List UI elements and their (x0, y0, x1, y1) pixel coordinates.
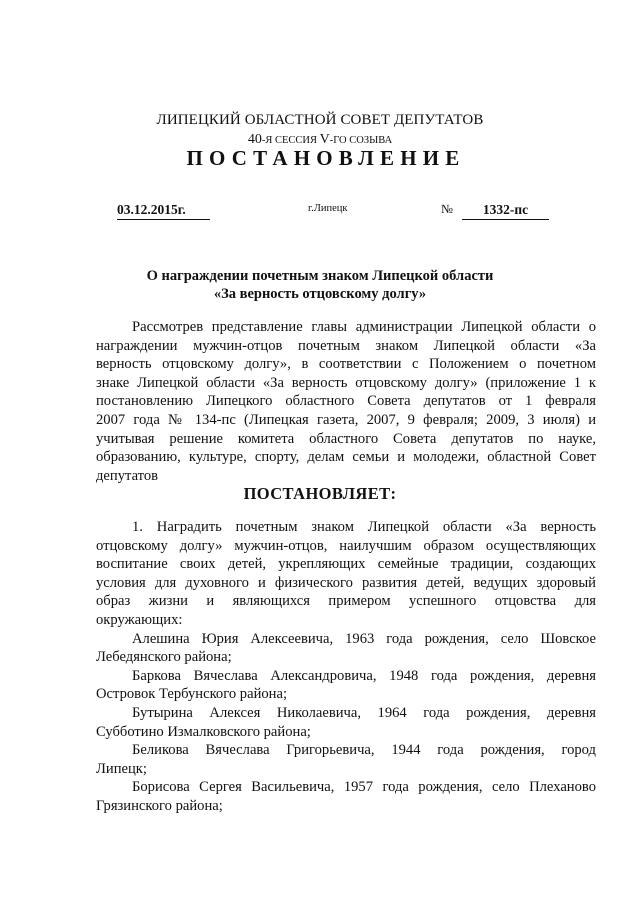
document-city: г.Липецк (308, 203, 348, 214)
decree-heading: ПОСТАНОВЛЯЕТ: (243, 484, 397, 503)
awardee-line: Грязинского района; (96, 797, 223, 814)
preamble-line: депутатов (96, 467, 159, 484)
item-1-line: 1. Наградить почетным знаком Липецкой области «За верность (132, 519, 596, 535)
subject-line-1: О награждении почетным знаком Липецкой области (146, 268, 494, 284)
item-1-line: условия для духовного и физического развития детей, ведущих здоровый (96, 574, 596, 591)
preamble-line: награждении мужчин-отцов почетным знаком Липецкой области «За (96, 337, 596, 354)
awardee-line: Липецк; (96, 760, 147, 777)
preamble-line: Рассмотрев представление главы администрации Липецкой области о (132, 319, 596, 335)
item-1-line: воспитание своих детей, укрепляющих семейные традиции, создающих (96, 556, 596, 573)
preamble-paragraph (96, 318, 596, 485)
document-date: 03.12.2015г. (117, 202, 210, 220)
preamble-line: знаке Липецкой области «За верность отцовскому долгу» (приложение 1 к (96, 374, 596, 391)
awardee-line: Беликова Вячеслава Григорьевича, 1944 года рождения, город (132, 742, 596, 759)
document-subject (0, 267, 640, 303)
item-1-line: отцовскому долгу» мужчин-отцов, наилучшим образом осуществляющих (96, 537, 596, 554)
preamble-line: образованию, культуре, спорту, делам семьи и молодежи, областной Совет (96, 449, 596, 466)
item-1-line: образ жизни и являющихся примером успешного отцовства для (96, 593, 596, 610)
awardee-line: Баркова Вячеслава Александровича, 1948 года рождения, деревня (132, 667, 596, 684)
preamble-line: учитывая решение комитета областного Совета депутатов по науке, (96, 430, 596, 447)
convocation-roman: V (319, 132, 330, 147)
awardee-line: Алешина Юрия Алексеевича, 1963 года рождения, село Шовское (132, 630, 596, 647)
session-number: 40 (247, 132, 262, 147)
preamble-line: верность отцовскому долгу», в соответствии с Положением о почетном (96, 356, 596, 373)
session-suffix: -Я СЕССИЯ (261, 135, 320, 146)
awardee-line: Бутырина Алексея Николаевича, 1964 года рождения, деревня (132, 704, 596, 721)
council-name: ЛИПЕЦКИЙ ОБЛАСТНОЙ СОВЕТ ДЕПУТАТОВ (156, 112, 484, 128)
item-1-line: окружающих: (96, 611, 183, 628)
awardee-line: Борисова Сергея Васильевича, 1957 года рождения, село Плеханово (132, 779, 596, 796)
awardee-line: Островок Тербунского района; (96, 686, 288, 703)
preamble-line: 2007 года № 134-пс (Липецкая газета, 2007, 9 февраля; 2009, 3 июля) и (96, 411, 596, 428)
convocation-suffix: -ГО СОЗЫВА (329, 135, 393, 146)
awardee-line: Субботино Измалковского района; (96, 723, 311, 740)
number-sign: № (441, 202, 453, 216)
awardee-line: Лебедянского района; (96, 649, 232, 666)
item-1-paragraph (96, 518, 596, 816)
document-type-title: ПОСТАНОВЛЕНИЕ (186, 146, 466, 170)
document-number: 1332-пс (462, 202, 549, 220)
subject-line-2: «За верность отцовскому долгу» (213, 286, 427, 302)
preamble-line: постановлению Липецкого областного Совета депутатов от 1 февраля (96, 393, 596, 410)
